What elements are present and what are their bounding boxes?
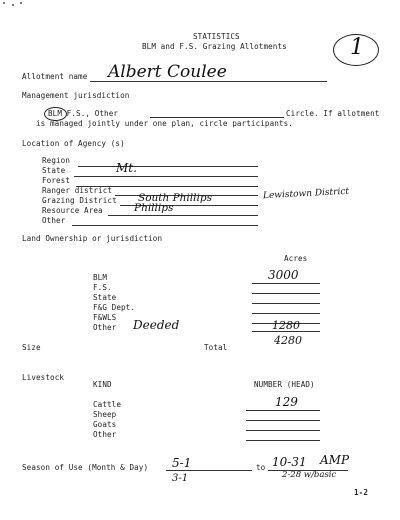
ranger-district-label: Ranger district — [42, 186, 113, 195]
allotment-name-value: Albert Coulee — [108, 62, 227, 82]
management-note: is managed jointly under one plan, circle participants. — [36, 119, 293, 128]
other-acres-line — [252, 331, 320, 332]
grazing-district-label: Grazing District — [42, 196, 117, 205]
size-label: Size — [22, 343, 41, 352]
resource-area-label: Resource Area — [42, 206, 103, 215]
livestock-other-label: Other — [93, 430, 117, 439]
resource-area-value: Phillips — [134, 202, 174, 214]
sheep-label: Sheep — [93, 410, 117, 419]
fs-acres-line — [252, 293, 320, 294]
state-acres-line — [252, 303, 320, 304]
season-to-label: to — [256, 463, 266, 472]
forest-label: Forest — [42, 176, 71, 185]
form-title: STATISTICS — [193, 32, 240, 41]
location-label: Location of Agency (s) — [22, 139, 125, 148]
form-subtitle: BLM and F.S. Grazing Allotments — [142, 42, 287, 51]
location-other-label: Other — [42, 216, 66, 225]
season-unit-note: AMP — [320, 453, 350, 467]
region-label: Region — [42, 156, 71, 165]
cattle-line — [246, 410, 320, 411]
goats-label: Goats — [93, 420, 117, 429]
management-circle-text: Circle. If allotment — [286, 109, 380, 118]
other-acres-label: Other — [93, 323, 117, 332]
page-number: 1 — [350, 35, 364, 60]
state-acres-label: State — [93, 293, 117, 302]
cattle-value: 129 — [275, 395, 298, 409]
goats-line — [246, 430, 320, 431]
grazing-district-value: South Phillips — [138, 192, 212, 204]
cattle-label: Cattle — [93, 400, 122, 409]
allotment-label: Allotment name — [22, 72, 88, 81]
page-reference: 1-2 — [354, 488, 369, 497]
total-acres-value: 4280 — [274, 334, 302, 347]
blm-acres-line — [252, 283, 320, 284]
location-other-line — [72, 225, 258, 226]
livestock-other-line — [246, 440, 320, 441]
state-label: State — [42, 166, 66, 175]
season-label: Season of Use (Month & Day) — [22, 463, 149, 472]
sheep-line — [246, 420, 320, 421]
season-alt-from: 3-1 — [172, 473, 189, 484]
other-acres-note: Deeded — [133, 318, 180, 332]
resource-area-line — [108, 215, 258, 216]
state-value: Mt. — [116, 161, 137, 175]
kind-header: KIND — [93, 380, 112, 389]
management-label: Management jurisdiction — [22, 91, 130, 100]
blm-acres-label: BLM — [93, 273, 108, 282]
number-header: NUMBER (HEAD) — [254, 380, 315, 389]
scan-speck — [3, 2, 5, 4]
scan-speck — [12, 4, 14, 6]
management-other-line — [150, 117, 284, 118]
side-note: Lewistown District — [262, 186, 350, 202]
management-options: BLM F.S., Other — [48, 109, 119, 118]
season-alt-to: 2-28 w/basic — [282, 470, 337, 480]
region-line — [78, 166, 258, 167]
season-from-line — [166, 470, 252, 471]
fs-acres-label: F.S. — [93, 283, 112, 292]
scan-speck — [20, 2, 22, 4]
blm-acres-value: 3000 — [268, 268, 299, 282]
acres-header: Acres — [284, 254, 308, 263]
total-label: Total — [204, 343, 228, 352]
allotment-name-line — [90, 81, 327, 82]
state-line — [74, 176, 258, 177]
fg-acres-line — [252, 313, 320, 314]
land-label: Land Ownership or jurisdiction — [22, 234, 163, 243]
other-acres-value: 1280 — [272, 319, 300, 332]
fwls-acres-label: F&WLS — [93, 313, 117, 322]
season-from-value: 5-1 — [172, 456, 192, 470]
season-to-value: 10-31 — [272, 455, 307, 469]
livestock-label: Livestock — [22, 373, 65, 382]
fg-acres-label: F&G Dept. — [93, 303, 136, 312]
